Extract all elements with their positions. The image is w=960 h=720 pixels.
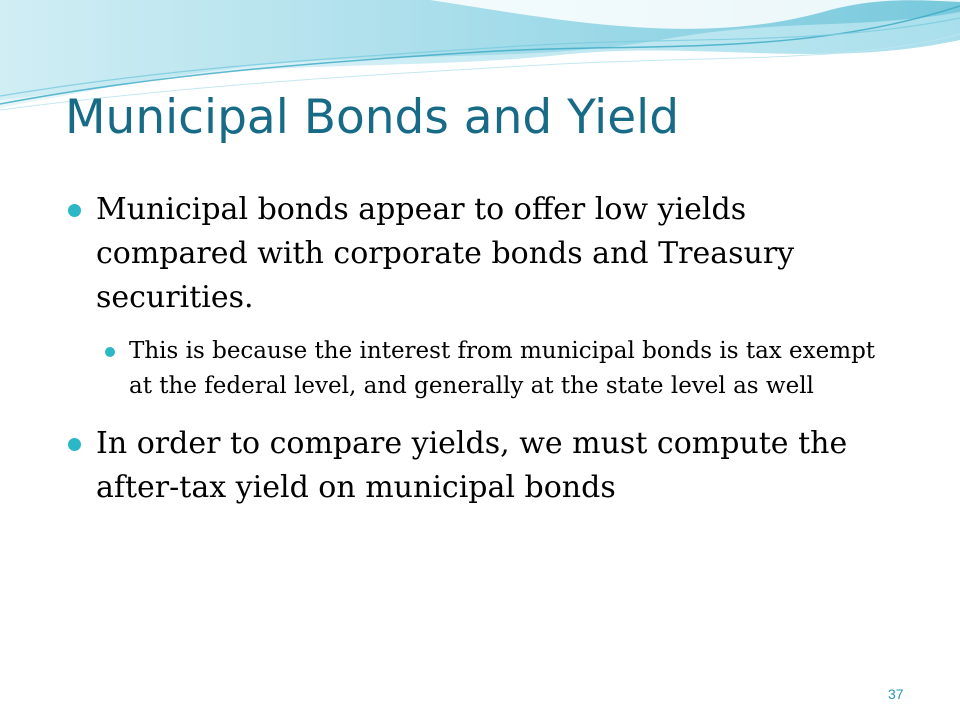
page-number: 37	[888, 686, 904, 702]
bullet-dot-icon	[105, 347, 115, 357]
bullet-dot-icon	[68, 438, 81, 451]
slide-title: Municipal Bonds and Yield	[65, 90, 680, 145]
bullet-dot-icon	[68, 204, 81, 217]
sub-bullet-item	[104, 334, 896, 404]
sub-bullet-text: This is because the interest from municipal bonds is tax exempt at the federal level, and generally at the state level as well	[129, 338, 876, 399]
bullet-list	[66, 188, 896, 524]
bullet-text: In order to compare yields, we must compute the after-tax yield on municipal bonds	[96, 426, 848, 505]
bullet-item	[66, 422, 896, 510]
bullet-text: Municipal bonds appear to offer low yields compared with corporate bonds and Treasury securities.	[96, 192, 795, 315]
bullet-item	[66, 188, 896, 320]
